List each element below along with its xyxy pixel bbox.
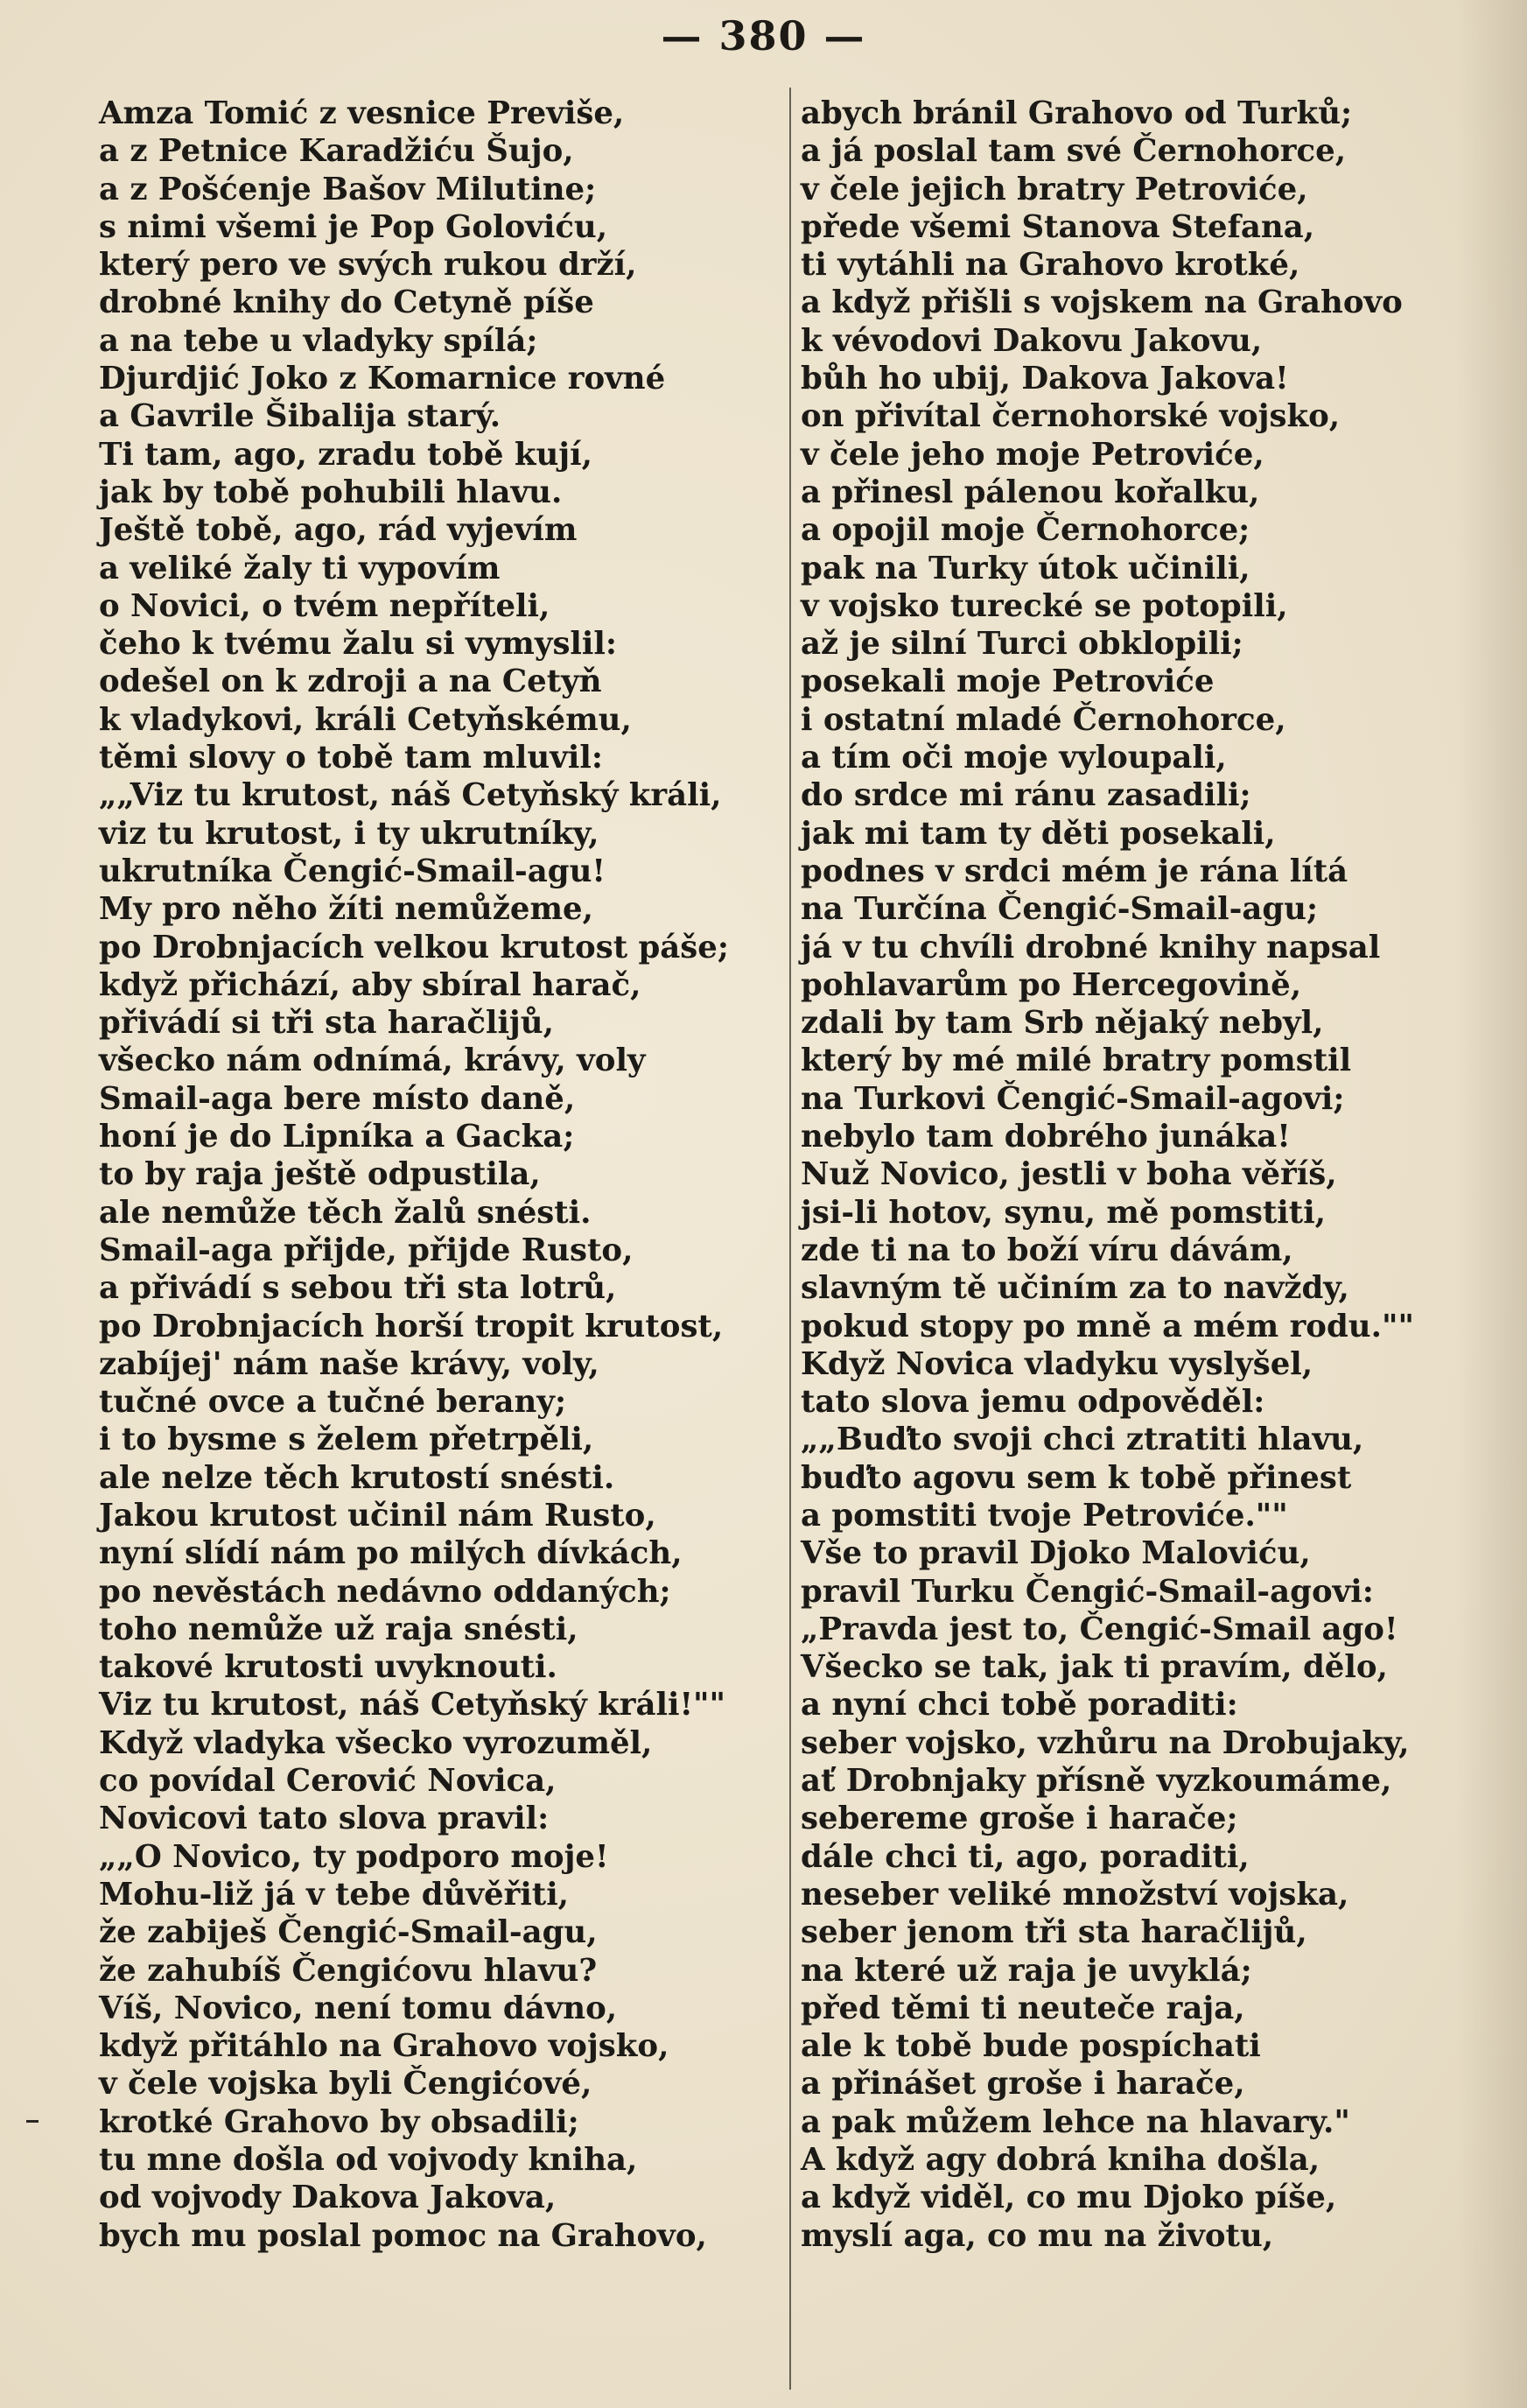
verse-line: nebylo tam dobrého junáka! bbox=[801, 1119, 1291, 1155]
verse-line: a opojil moje Černohorce; bbox=[801, 512, 1250, 549]
verse-line: jsi-li hotov, synu, mě pomstiti, bbox=[801, 1194, 1327, 1231]
verse-line: a nyní chci tobě poraditi: bbox=[801, 1687, 1238, 1724]
verse-line: a z Petnice Karadžiću Šujo, bbox=[99, 133, 574, 170]
verse-line: pokud stopy po mně a mém rodu."" bbox=[801, 1308, 1414, 1344]
verse-line: i ostatní mladé Černohorce, bbox=[801, 701, 1286, 738]
verse-line: od vojvody Dakova Jakova, bbox=[99, 2180, 557, 2216]
verse-line: myslí aga, co mu na životu, bbox=[801, 2217, 1274, 2254]
verse-line: zdali by tam Srb nějaký nebyl, bbox=[801, 1005, 1324, 1042]
column-divider bbox=[789, 88, 791, 2390]
verse-line: Viz tu krutost, náš Cetyňský králi!"" bbox=[99, 1687, 726, 1724]
verse-line: zde ti na to boží víru dávám, bbox=[801, 1232, 1293, 1268]
verse-line: k vladykovi, králi Cetyňskému, bbox=[99, 701, 632, 738]
verse-line: a přinášet groše i harače, bbox=[801, 2066, 1245, 2103]
verse-line: a pomstiti tvoje Petroviće."" bbox=[801, 1497, 1288, 1534]
verse-line: ať Drobnjaky přísně vyzkoumáme, bbox=[801, 1763, 1392, 1800]
verse-line: a když viděl, co mu Djoko píše, bbox=[801, 2180, 1337, 2216]
verse-line: a přinesl pálenou kořalku, bbox=[801, 474, 1260, 510]
verse-line: zabíjej' nám naše krávy, voly, bbox=[99, 1345, 599, 1382]
verse-line: Novicovi tato slova pravil: bbox=[99, 1801, 550, 1837]
verse-line: po Drobnjacích velkou krutost páše; bbox=[99, 929, 729, 965]
verse-line: A když agy dobrá kniha došla, bbox=[801, 2142, 1320, 2179]
verse-line: pravil Turku Čengić-Smail-agovi: bbox=[801, 1573, 1374, 1610]
verse-line: pohlavarům po Hercegovině, bbox=[801, 966, 1302, 1003]
verse-line: „„O Novico, ty podporo moje! bbox=[99, 1838, 609, 1875]
verse-line: k vévodovi Dakovu Jakovu, bbox=[801, 322, 1263, 359]
verse-line: v čele vojska byli Čengićové, bbox=[99, 2066, 592, 2103]
verse-line: já v tu chvíli drobné knihy napsal bbox=[801, 929, 1381, 965]
verse-line: nyní slídí nám po milých dívkách, bbox=[99, 1535, 683, 1572]
verse-line: tučné ovce a tučné berany; bbox=[99, 1384, 567, 1421]
verse-line: přede všemi Stanova Stefana, bbox=[801, 208, 1315, 245]
verse-line: Ti tam, ago, zradu tobě kují, bbox=[99, 436, 592, 473]
verse-line: když přichází, aby sbíral harač, bbox=[99, 966, 641, 1003]
verse-line: „Pravda jest to, Čengić-Smail ago! bbox=[801, 1611, 1398, 1647]
verse-line: ale nelze těch krutostí snésti. bbox=[99, 1459, 615, 1496]
right-column bbox=[801, 95, 1466, 2255]
verse-line: dále chci ti, ago, poraditi, bbox=[801, 1838, 1250, 1875]
verse-line: Djurdjić Joko z Komarnice rovné bbox=[99, 361, 666, 397]
verse-line: honí je do Lipníka a Gacka; bbox=[99, 1119, 575, 1155]
verse-line: „„Buďto svoji chci ztratiti hlavu, bbox=[801, 1422, 1364, 1458]
verse-line: odešel on k zdroji a na Cetyň bbox=[99, 663, 602, 700]
verse-line: Všecko se tak, jak ti pravím, dělo, bbox=[801, 1649, 1388, 1686]
verse-line: Když vladyka všecko vyrozuměl, bbox=[99, 1724, 653, 1761]
verse-line: po nevěstách nedávno oddaných; bbox=[99, 1573, 671, 1610]
verse-line: seber vojsko, vzhůru na Drobujaky, bbox=[801, 1724, 1410, 1761]
verse-line: a přivádí s sebou tři sta lotrů, bbox=[99, 1270, 617, 1307]
verse-line: toho nemůže už raja snésti, bbox=[99, 1611, 578, 1647]
verse-line: po Drobnjacích horší tropit krutost, bbox=[99, 1308, 724, 1344]
verse-line: Víš, Novico, není tomu dávno, bbox=[99, 1990, 618, 2026]
verse-line: že zabiješ Čengić-Smail-agu, bbox=[99, 1914, 598, 1951]
verse-line: až je silní Turci obklopili; bbox=[801, 626, 1243, 663]
verse-line: podnes v srdci mém je rána lítá bbox=[801, 853, 1348, 889]
verse-line: Když Novica vladyku vyslyšel, bbox=[801, 1345, 1313, 1382]
verse-line: do srdce mi ránu zasadili; bbox=[801, 777, 1251, 814]
verse-line: abych bránil Grahovo od Turků; bbox=[801, 95, 1353, 131]
verse-line: na které už raja je uvyklá; bbox=[801, 1952, 1252, 1989]
verse-line: Mohu-liž já v tebe důvěřiti, bbox=[99, 1876, 570, 1913]
facing-page-bleed bbox=[1457, 0, 1527, 2408]
verse-line: seber jenom tři sta haračlijů, bbox=[801, 1914, 1307, 1951]
verse-line: přivádí si tři sta haračlijů, bbox=[99, 1005, 554, 1042]
verse-line: i to bysme s želem přetrpěli, bbox=[99, 1422, 594, 1458]
left-column bbox=[99, 95, 781, 2255]
verse-line: Vše to pravil Djoko Maloviću, bbox=[801, 1535, 1311, 1572]
verse-line: čeho k tvému žalu si vymyslil: bbox=[99, 626, 617, 663]
verse-line: ale nemůže těch žalů snésti. bbox=[99, 1194, 592, 1231]
verse-line: který pero ve svých rukou drží, bbox=[99, 247, 637, 284]
verse-line: Smail-aga bere místo daně, bbox=[99, 1080, 576, 1117]
verse-line: a tím oči moje vyloupali, bbox=[801, 740, 1227, 776]
verse-line: Smail-aga přijde, přijde Rusto, bbox=[99, 1232, 634, 1268]
verse-line: posekali moje Petroviće bbox=[801, 663, 1215, 700]
verse-line: Amza Tomić z vesnice Previše, bbox=[99, 95, 625, 131]
verse-line: a když přišli s vojskem na Grahovo bbox=[801, 284, 1403, 321]
verse-line: který by mé milé bratry pomstil bbox=[801, 1043, 1352, 1079]
verse-line: všecko nám odnímá, krávy, voly bbox=[99, 1043, 646, 1079]
verse-line: když přitáhlo na Grahovo vojsko, bbox=[99, 2028, 669, 2065]
verse-line: drobné knihy do Cetyně píše bbox=[99, 284, 594, 321]
verse-line: ti vytáhli na Grahovo krotké, bbox=[801, 247, 1300, 284]
verse-line: tato slova jemu odpověděl: bbox=[801, 1384, 1265, 1421]
verse-line: viz tu krutost, i ty ukrutníky, bbox=[99, 815, 599, 852]
verse-line: sebereme groše i harače; bbox=[801, 1801, 1238, 1837]
verse-line: že zahubíš Čengićovu hlavu? bbox=[99, 1952, 598, 1989]
verse-line: ale k tobě bude pospíchati bbox=[801, 2028, 1261, 2065]
verse-line: Jakou krutost učinil nám Rusto, bbox=[99, 1497, 656, 1534]
verse-line: pak na Turky útok učinili, bbox=[801, 550, 1250, 586]
page-number: — 380 — bbox=[661, 12, 866, 60]
verse-line: jak mi tam ty děti posekali, bbox=[801, 815, 1276, 852]
verse-line: a veliké žaly ti vypovím bbox=[99, 550, 501, 586]
verse-line: buďto agovu sem k tobě přinest bbox=[801, 1459, 1352, 1496]
verse-line: Nuž Novico, jestli v boha věříš, bbox=[801, 1156, 1337, 1193]
verse-line: takové krutosti uvyknouti. bbox=[99, 1649, 557, 1686]
verse-line: bych mu poslal pomoc na Grahovo, bbox=[99, 2217, 707, 2254]
verse-line: ukrutníka Čengić-Smail-agu! bbox=[99, 853, 606, 889]
margin-mark bbox=[26, 2120, 39, 2123]
verse-line: s nimi všemi je Pop Goloviću, bbox=[99, 208, 608, 245]
verse-line: a já poslal tam své Černohorce, bbox=[801, 133, 1347, 170]
verse-line: na Turkovi Čengić-Smail-agovi; bbox=[801, 1080, 1345, 1117]
verse-line: tu mne došla od vojvody kniha, bbox=[99, 2142, 638, 2179]
verse-line: My pro něho žíti nemůžeme, bbox=[99, 891, 594, 928]
verse-line: „„Viz tu krutost, náš Cetyňský králi, bbox=[99, 777, 722, 814]
verse-line: a pak můžem lehce na hlavary." bbox=[801, 2103, 1350, 2140]
verse-line: jak by tobě pohubili hlavu. bbox=[99, 474, 563, 510]
verse-line: Ještě tobě, ago, rád vyjevím bbox=[99, 512, 578, 549]
verse-line: v čele jeho moje Petroviće, bbox=[801, 436, 1264, 473]
verse-line: a z Pošćenje Bašov Milutine; bbox=[99, 171, 597, 207]
verse-line: před těmi ti neuteče raja, bbox=[801, 1990, 1245, 2026]
verse-line: co povídal Cerović Novica, bbox=[99, 1763, 557, 1800]
verse-line: na Turčína Čengić-Smail-agu; bbox=[801, 891, 1319, 928]
verse-line: v vojsko turecké se potopili, bbox=[801, 587, 1288, 624]
verse-line: neseber veliké množství vojska, bbox=[801, 1876, 1349, 1913]
verse-line: těmi slovy o tobě tam mluvil: bbox=[99, 740, 603, 776]
verse-line: krotké Grahovo by obsadili; bbox=[99, 2103, 579, 2140]
verse-line: on přivítal černohorské vojsko, bbox=[801, 398, 1341, 435]
verse-line: a Gavrile Šibalija starý. bbox=[99, 398, 501, 435]
verse-line: a na tebe u vladyky spílá; bbox=[99, 322, 538, 359]
verse-line: v čele jejich bratry Petroviće, bbox=[801, 171, 1308, 207]
verse-line: slavným tě učiním za to navždy, bbox=[801, 1270, 1349, 1307]
verse-line: o Novici, o tvém nepříteli, bbox=[99, 587, 550, 624]
verse-line: to by raja ještě odpustila, bbox=[99, 1156, 541, 1193]
verse-line: bůh ho ubij, Dakova Jakova! bbox=[801, 361, 1289, 397]
